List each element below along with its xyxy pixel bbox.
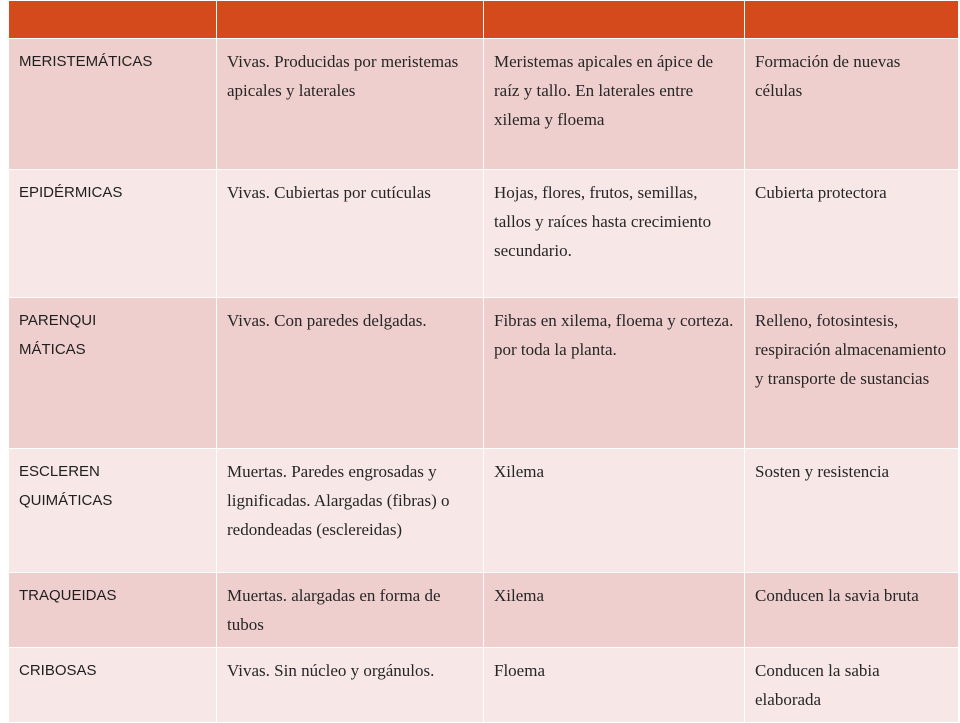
- function-cell: Sosten y resistencia: [745, 449, 959, 573]
- table-row: [9, 39, 959, 170]
- description-cell: Muertas. Paredes engrosadas y lignificadas. Alargadas (fibras) o redondeadas (esclereidas): [217, 449, 484, 573]
- table-row: [9, 648, 959, 723]
- header-cell-description: [217, 1, 484, 39]
- function-cell: Formación de nuevas células: [745, 39, 959, 170]
- tissue-name-cell: [9, 449, 217, 573]
- table-header-row: [9, 1, 959, 39]
- table-row: [9, 170, 959, 298]
- tissue-name-line-1: PARENQUI: [19, 312, 97, 329]
- header-cell-location: [484, 1, 745, 39]
- tissue-name: CRIBOSAS: [19, 662, 97, 679]
- tissue-name: TRAQUEIDAS: [19, 587, 117, 604]
- tissue-name-cell: [9, 573, 217, 648]
- location-cell: Meristemas apicales en ápice de raíz y tallo. En laterales entre xilema y floema: [484, 39, 745, 170]
- location-cell: Hojas, flores, frutos, semillas, tallos y raíces hasta crecimiento secundario.: [484, 170, 745, 298]
- function-cell: Relleno, fotosintesis, respiración almacenamiento y transporte de sustancias: [745, 298, 959, 449]
- function-cell: Conducen la savia bruta: [745, 573, 959, 648]
- plant-tissue-table: [8, 0, 959, 723]
- table-row: [9, 298, 959, 449]
- function-cell: Conducen la sabia elaborada: [745, 648, 959, 723]
- header-cell-function: [745, 1, 959, 39]
- table-row: [9, 449, 959, 573]
- tissue-name-cell: [9, 298, 217, 449]
- description-cell: Vivas. Cubiertas por cutículas: [217, 170, 484, 298]
- description-cell: Vivas. Producidas por meristemas apicales y laterales: [217, 39, 484, 170]
- function-cell: Cubierta protectora: [745, 170, 959, 298]
- description-cell: Vivas. Sin núcleo y orgánulos.: [217, 648, 484, 723]
- location-cell: Xilema: [484, 573, 745, 648]
- location-cell: Xilema: [484, 449, 745, 573]
- tissue-name-cell: [9, 648, 217, 723]
- table-row: [9, 573, 959, 648]
- tissue-name-line-1: ESCLEREN: [19, 463, 100, 480]
- location-cell: Fibras en xilema, floema y corteza. por toda la planta.: [484, 298, 745, 449]
- tissue-name-cell: [9, 39, 217, 170]
- tissue-name: EPIDÉRMICAS: [19, 184, 123, 201]
- location-cell: Floema: [484, 648, 745, 723]
- tissue-name: MERISTEMÁTICAS: [19, 53, 153, 70]
- header-cell-tissue: [9, 1, 217, 39]
- tissue-name-line-2: MÁTICAS: [19, 341, 86, 358]
- description-cell: Muertas. alargadas en forma de tubos: [217, 573, 484, 648]
- tissue-name-cell: [9, 170, 217, 298]
- tissue-name-line-2: QUIMÁTICAS: [19, 492, 113, 509]
- description-cell: Vivas. Con paredes delgadas.: [217, 298, 484, 449]
